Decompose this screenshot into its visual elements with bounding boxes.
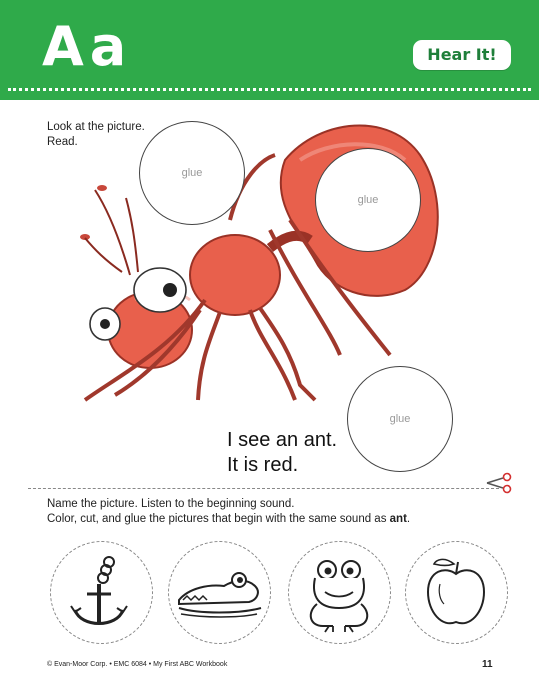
section2-instructions: [47, 497, 410, 527]
glue-circle: glue: [139, 121, 245, 225]
footer-copyright: © Evan-Moor Corp. • EMC 6084 • My First ABC Workbook: [47, 661, 228, 668]
glue-circle: glue: [347, 366, 453, 472]
instruction-read: Read.: [47, 136, 78, 148]
caption-line2: It is red.: [227, 454, 299, 476]
page-number: 11: [482, 659, 493, 670]
instruction-text: Color, cut, and glue the pictures that begin with the same sound as: [47, 513, 390, 525]
instruction-look: Look at the picture.: [47, 121, 145, 133]
cutout-frog[interactable]: [288, 541, 391, 644]
scissors-icon: [485, 472, 515, 494]
frog-icon: [289, 542, 390, 643]
antenna-left: [95, 190, 130, 275]
instruction-name: Name the picture. Listen to the beginning sound.: [47, 498, 295, 510]
dotted-divider: [8, 88, 531, 91]
alligator-icon: [169, 542, 270, 643]
hear-it-button[interactable]: Hear It!: [413, 40, 511, 70]
antenna-tip-left: [97, 185, 107, 191]
glue-circle: glue: [315, 148, 421, 252]
instruction-bold-word: ant: [389, 513, 407, 525]
instruction-period: .: [406, 513, 411, 525]
instruction-color-cut: [47, 512, 410, 527]
antenna-right: [126, 198, 138, 272]
ant-eye-right: [134, 268, 186, 312]
cutout-apple[interactable]: [405, 541, 508, 644]
ant-leg: [198, 312, 220, 400]
ant-caption: [227, 428, 337, 478]
caption-line1: I see an ant.: [227, 429, 338, 451]
anchor-icon: [51, 542, 152, 643]
apple-icon: [406, 542, 507, 643]
letter-title: Aa: [42, 15, 133, 78]
cut-line: [28, 488, 499, 489]
cutout-alligator[interactable]: [168, 541, 271, 644]
page-header: [0, 0, 539, 100]
cutout-anchor[interactable]: [50, 541, 153, 644]
